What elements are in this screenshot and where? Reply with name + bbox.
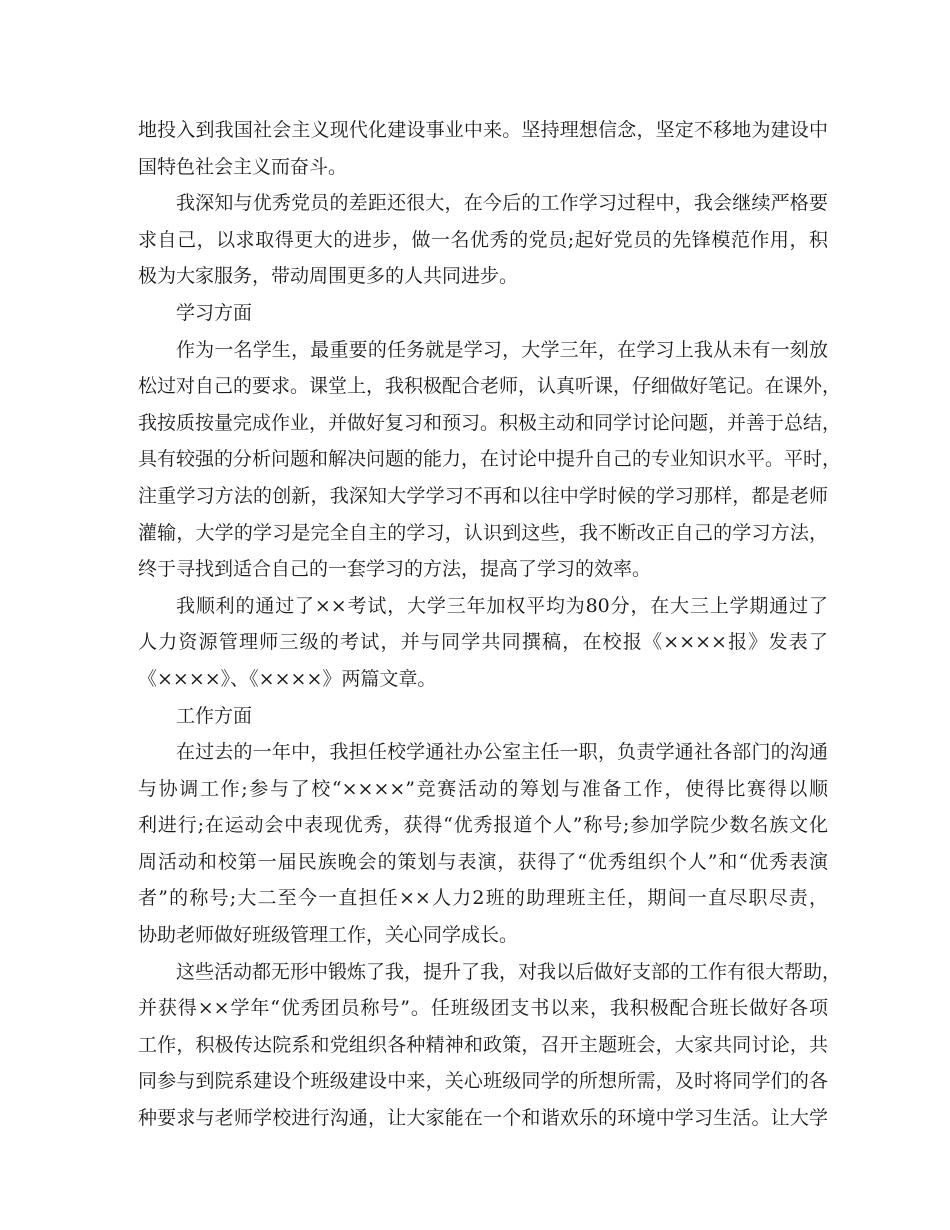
section-heading: 学习方面	[176, 301, 253, 324]
text-line: 地投入到我国社会主义现代化建设事业中来。坚持理想信念，坚定不移地为建设中	[138, 119, 828, 141]
text-line: 具有较强的分析问题和解决问题的能力，在讨论中提升自己的专业知识水平。平时，	[138, 448, 842, 471]
text-line: 协助老师做好班级管理工作，关心同学成长。	[138, 924, 519, 947]
text-line: 我深知与优秀党员的差距还很大，在今后的工作学习过程中，我会继续严格要	[176, 192, 828, 215]
text-line: 注重学习方法的创新，我深知大学学习不再和以往中学时候的学习那样，都是老师	[138, 484, 828, 507]
section-heading-work	[138, 698, 828, 735]
text-line: 灌输，大学的学习是完全自主的学习，认识到这些，我不断改正自己的学习方法，	[138, 521, 828, 544]
text-line: 周活动和校第一届民族晚会的策划与表演，获得了“优秀组织个人”和“优秀表演	[138, 850, 828, 873]
body-text	[138, 112, 842, 1137]
text-line: 并获得××学年“优秀团员称号”。任班级团支书以来，我积极配合班长做好各项	[138, 997, 828, 1020]
text-line: 这些活动都无形中锻炼了我，提升了我，对我以后做好支部的工作有很大帮助，	[176, 960, 842, 983]
text-line: 在过去的一年中，我担任校学通社办公室主任一职，负责学通社各部门的沟通	[176, 741, 828, 764]
text-line: 终于寻找到适合自己的一套学习的方法，提高了学习的效率。	[138, 558, 652, 581]
text-line: 作为一名学生，最重要的任务就是学习，大学三年，在学习上我从未有一刻放	[176, 338, 828, 361]
text-line: 利进行;在运动会中表现优秀，获得“优秀报道个人”称号;参加学院少数名族文化	[138, 814, 828, 837]
paragraph-activities	[138, 954, 842, 1137]
section-heading: 工作方面	[176, 704, 253, 727]
text-line: 国特色社会主义而奋斗。	[138, 155, 348, 178]
paragraph-study	[138, 332, 842, 588]
text-line: 种要求与老师学校进行沟通，让大家能在一个和谐欢乐的环境中学习生活。让大学	[138, 1107, 828, 1130]
text-line: 松过对自己的要求。课堂上，我积极配合老师，认真听课，仔细做好笔记。在课外，	[138, 375, 842, 398]
text-line: 同参与到院系建设个班级建设中来，关心班级同学的所想所需，及时将同学们的各	[138, 1070, 828, 1093]
text-line: 与协调工作;参与了校“××××”竞赛活动的筹划与准备工作，使得比赛得以顺	[138, 777, 828, 800]
text-line: 求自己，以求取得更大的进步，做一名优秀的党员;起好党员的先锋模范作用，积	[138, 228, 828, 251]
text-line: 者”的称号;大二至今一直担任××人力2班的助理班主任，期间一直尽职尽责，	[138, 887, 828, 910]
paragraph-exams	[138, 588, 828, 698]
text-line: 我按质按量完成作业，并做好复习和预习。积极主动和同学讨论问题，并善于总结，	[138, 411, 842, 434]
text-line: 《××××》、《××××》两篇文章。	[138, 667, 437, 690]
paragraph-work	[138, 734, 828, 954]
text-line: 我顺利的通过了××考试，大学三年加权平均为80分，在大三上学期通过了	[176, 594, 828, 617]
paragraph-continuation	[138, 112, 828, 185]
text-line: 人力资源管理师三级的考试，并与同学共同撰稿，在校报《××××报》发表了	[138, 631, 828, 654]
paragraph-shortcomings	[138, 185, 828, 295]
text-line: 极为大家服务，带动周围更多的人共同进步。	[138, 265, 519, 288]
section-heading-study	[138, 295, 828, 332]
text-line: 工作，积极传达院系和党组织各种精神和政策，召开主题班会，大家共同讨论，共	[138, 1033, 828, 1056]
